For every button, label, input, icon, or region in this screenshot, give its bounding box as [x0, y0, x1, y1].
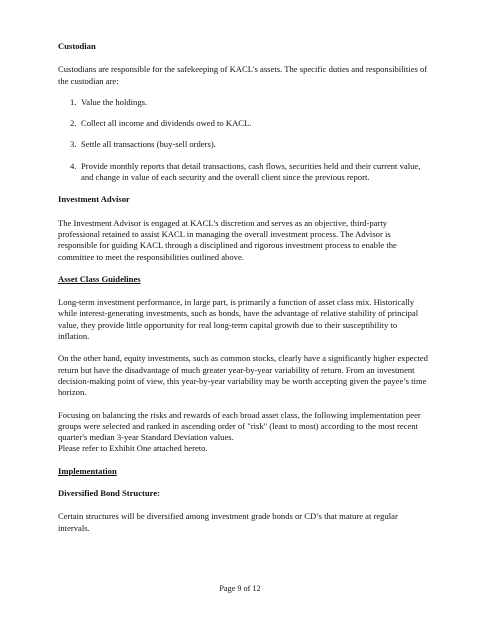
asset-para-3: Focusing on balancing the risks and rewards of each broad asset class, the following implementation peer groups were selected and ranked in ascending order of "risk" (least to most) according to the most recent quarter's median 3-year Standard Deviation values.	[58, 409, 421, 443]
list-item-text: Collect all income and dividends owed to KACL.	[81, 118, 252, 129]
custodian-intro: Custodians are responsible for the safekeeping of KACL's assets. The specific duties and responsibilities of the custodian are:	[58, 64, 428, 86]
list-item-number: 3.	[70, 139, 77, 150]
asset-class-heading: Asset Class Guidelines	[58, 273, 141, 284]
list-item-number: 4.	[70, 160, 77, 171]
list-item-text: Value the holdings.	[81, 96, 148, 107]
bond-text: Certain structures will be diversified among investment grade bonds or CD’s that mature at regular intervals.	[58, 511, 398, 533]
document-body	[58, 41, 430, 534]
list-item-text: Settle all transactions (buy-sell orders).	[81, 139, 216, 150]
advisor-text: The Investment Advisor is engaged at KACL’s discretion and serves as an objective, third-party professional retained to assist KACL in managing the overall investment process. The Advisor is responsible for guiding KACL through a disciplined and rigorous investment process to enable the committee to meet the responsibilities outlined above.	[58, 217, 397, 262]
custodian-heading: Custodian	[58, 41, 96, 51]
list-item-text: Provide monthly reports that detail transactions, cash flows, securities held and their current value, and change in value of each security and the overall client since the previous report.	[81, 160, 421, 183]
custodian-duties-list	[58, 97, 430, 183]
list-item	[58, 118, 430, 129]
list-item	[58, 97, 430, 108]
list-item-number: 2.	[70, 118, 77, 129]
advisor-heading: Investment Advisor	[58, 194, 130, 205]
asset-para-2: On the other hand, equity investments, such as common stocks, clearly have a significantly higher expected return but have the disadvantage of much greater year-by-year variability of return. From an investment decision-making point of view, this year-by-year variability may be worth accepting given the payee’s time horizon.	[58, 353, 428, 398]
bond-heading: Diversified Bond Structure:	[58, 488, 161, 499]
page-number: Page 9 of 12	[219, 584, 261, 593]
list-item	[58, 161, 430, 184]
list-item-number: 1.	[70, 96, 77, 107]
list-item	[58, 139, 430, 150]
asset-para-3-reference: Please refer to Exhibit One attached hereto.	[58, 443, 208, 454]
asset-para-1: Long-term investment performance, in large part, is primarily a function of asset class mix. Historically while interest-generating investments, such as bonds, have the advantage of relative stability of principal value, they provide little opportunity for real long-term capital growth due to their susceptibility to inflation.	[58, 297, 419, 342]
implementation-heading: Implementation	[58, 465, 117, 476]
